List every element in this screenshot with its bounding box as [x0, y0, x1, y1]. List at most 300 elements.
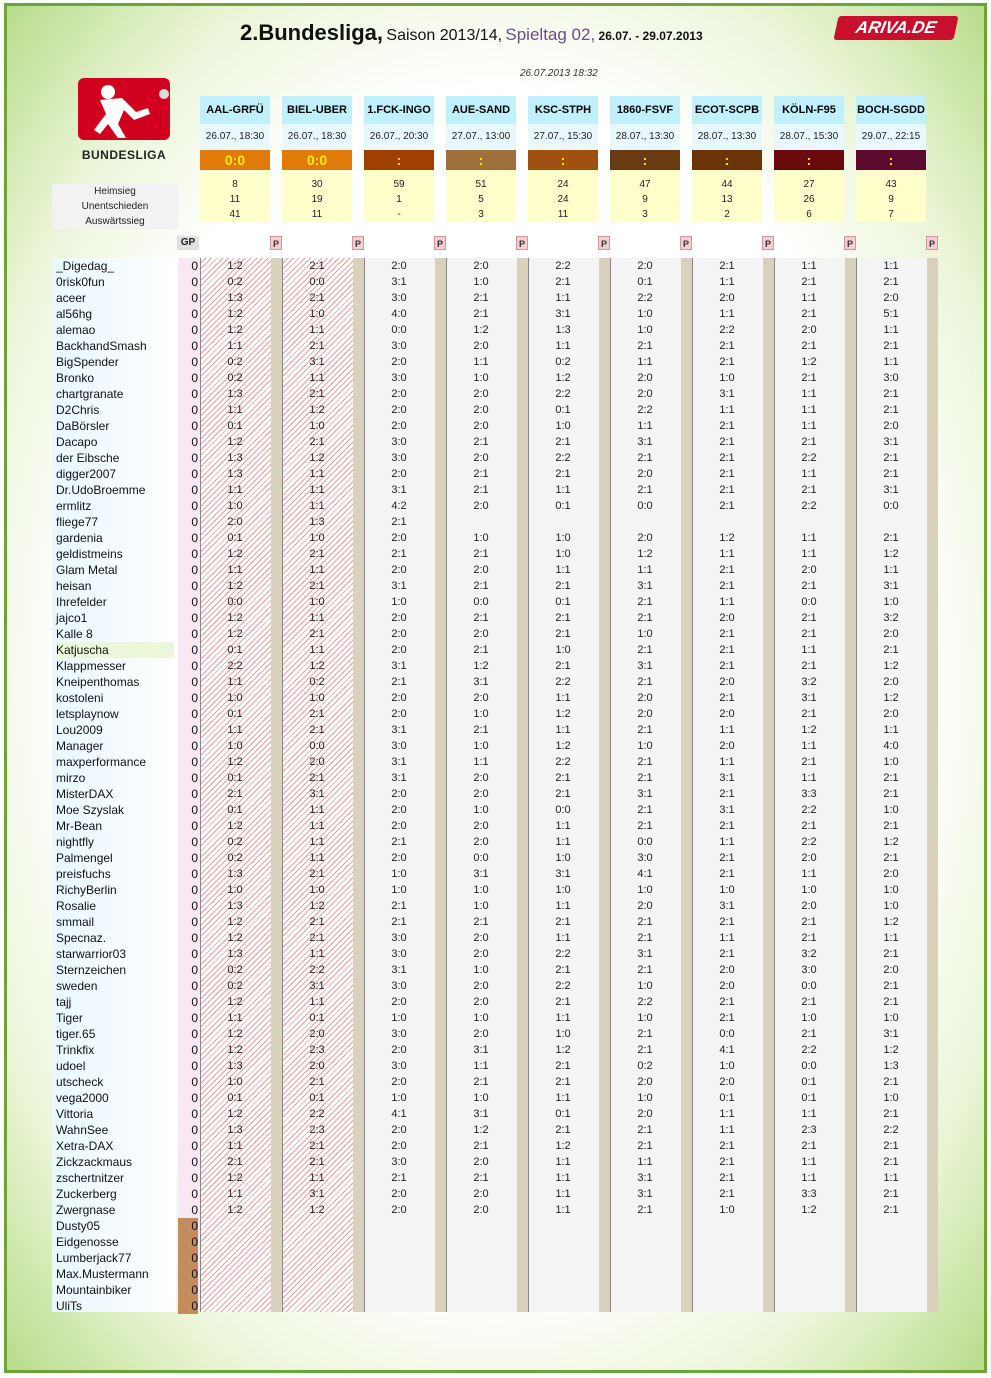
game-header[interactable] — [692, 96, 762, 222]
player-tip: 2:1 — [883, 996, 899, 1008]
player-name[interactable]: utscheck — [56, 1075, 104, 1089]
player-gp: 0 — [191, 707, 198, 721]
player-row[interactable] — [0, 770, 991, 786]
player-gp: 0 — [191, 419, 198, 433]
player-row[interactable] — [0, 866, 991, 882]
player-name[interactable]: der Eibsche — [56, 451, 120, 465]
player-gp: 0 — [191, 1203, 198, 1217]
player-tip: 1:1 — [555, 1204, 571, 1216]
player-tip: 2:1 — [719, 1012, 735, 1024]
player-tip: 2:0 — [801, 564, 817, 576]
player-row[interactable] — [0, 434, 991, 450]
player-tip: 3:0 — [883, 372, 899, 384]
player-tip: 2:0 — [719, 964, 735, 976]
player-tip: 2:1 — [883, 404, 899, 416]
player-name[interactable]: mirzo — [56, 771, 86, 785]
player-name[interactable]: geldistmeins — [56, 547, 123, 561]
points-header: P — [844, 236, 856, 250]
player-tip: 2:3 — [309, 1124, 325, 1136]
player-row[interactable] — [0, 898, 991, 914]
player-row[interactable] — [0, 450, 991, 466]
player-name[interactable]: Xetra-DAX — [56, 1139, 114, 1153]
player-tip: 1:2 — [227, 1172, 243, 1184]
player-tip: 3:1 — [309, 980, 325, 992]
player-name[interactable]: Vittoria — [56, 1107, 94, 1121]
player-tip: 2:1 — [555, 996, 571, 1008]
player-row[interactable] — [0, 850, 991, 866]
player-name[interactable]: Klappmesser — [56, 659, 127, 673]
player-name[interactable]: Lou2009 — [56, 723, 103, 737]
player-row[interactable] — [0, 354, 991, 370]
player-tip: 2:1 — [637, 452, 653, 464]
player-gp: 0 — [191, 947, 198, 961]
player-tip: 2:1 — [801, 580, 817, 592]
player-tip: 2:0 — [473, 836, 489, 848]
player-row[interactable] — [0, 370, 991, 386]
player-tip: 2:1 — [309, 1076, 325, 1088]
player-row[interactable] — [0, 818, 991, 834]
game-header[interactable] — [364, 96, 434, 222]
player-name[interactable]: jajco1 — [56, 611, 88, 625]
player-gp: 0 — [191, 451, 198, 465]
game-header[interactable] — [610, 96, 680, 222]
player-tip: 2:1 — [473, 1076, 489, 1088]
player-tip: 3:2 — [801, 948, 817, 960]
player-row[interactable] — [0, 1218, 991, 1234]
game-code[interactable]: BOCH-SGDD — [856, 96, 926, 124]
player-row[interactable] — [0, 466, 991, 482]
player-name[interactable]: _Digedag_ — [56, 259, 115, 273]
player-tip: 2:1 — [309, 1156, 325, 1168]
player-row[interactable] — [0, 722, 991, 738]
game-header[interactable] — [446, 96, 516, 222]
player-name[interactable]: Zwergnase — [56, 1203, 116, 1217]
player-tip: 2:1 — [309, 932, 325, 944]
player-name[interactable]: ermlitz — [56, 499, 92, 513]
player-name[interactable]: D2Chris — [56, 403, 100, 417]
player-name[interactable]: Max.Mustermann — [56, 1267, 149, 1281]
player-row[interactable] — [0, 674, 991, 690]
player-name[interactable]: Mr-Bean — [56, 819, 103, 833]
points-header: P — [762, 236, 774, 250]
player-name[interactable]: vega2000 — [56, 1091, 109, 1105]
player-name[interactable]: maxperformance — [56, 755, 147, 769]
player-row[interactable] — [0, 738, 991, 754]
stat-value: 59 — [393, 179, 405, 190]
player-tip: 1:2 — [883, 1044, 899, 1056]
player-tip: 2:0 — [801, 852, 817, 864]
player-row[interactable] — [0, 802, 991, 818]
player-tip: 2:1 — [719, 644, 735, 656]
player-row[interactable] — [0, 1074, 991, 1090]
player-tip: 2:1 — [719, 692, 735, 704]
player-tip: 1:0 — [473, 276, 489, 288]
player-tip: 1:3 — [555, 324, 571, 336]
title-league: 2.Bundesliga, — [240, 20, 384, 45]
stat-value: 11 — [229, 194, 241, 205]
game-header[interactable] — [200, 96, 270, 222]
player-tip: 1:3 — [227, 868, 243, 880]
game-score: 0:0 — [200, 150, 270, 170]
player-row[interactable] — [0, 1026, 991, 1042]
player-gp: 0 — [191, 1043, 198, 1057]
player-name[interactable]: Dusty05 — [56, 1219, 101, 1233]
player-row[interactable] — [0, 626, 991, 642]
player-tip: 0:2 — [227, 964, 243, 976]
player-row[interactable] — [0, 642, 991, 658]
player-tip: 1:1 — [555, 932, 571, 944]
player-name[interactable]: BigSpender — [56, 355, 119, 369]
player-tip: 1:2 — [883, 548, 899, 560]
player-tip: 1:0 — [391, 1092, 407, 1104]
player-name[interactable]: Katjuscha — [56, 642, 174, 658]
player-tip: 1:1 — [555, 724, 571, 736]
player-tip: 3:0 — [391, 1028, 407, 1040]
player-tip: 1:1 — [719, 836, 735, 848]
player-tip: 0:1 — [227, 420, 243, 432]
player-tip: 3:1 — [391, 756, 407, 768]
player-row[interactable] — [0, 786, 991, 802]
player-name[interactable]: RichyBerlin — [56, 883, 117, 897]
player-row[interactable] — [0, 418, 991, 434]
player-tip: 2:1 — [719, 468, 735, 480]
game-code[interactable]: 1.FCK-INGO — [364, 96, 434, 124]
player-tip: 2:0 — [473, 1156, 489, 1168]
player-row[interactable] — [0, 514, 991, 530]
player-name[interactable]: Palmengel — [56, 851, 113, 865]
player-tip: 2:0 — [309, 756, 325, 768]
player-row[interactable] — [0, 930, 991, 946]
player-row[interactable] — [0, 962, 991, 978]
player-tip: 2:0 — [473, 500, 489, 512]
player-tip: 2:2 — [227, 660, 243, 672]
player-name[interactable]: smmail — [56, 915, 94, 929]
game-code[interactable]: 1860-FSVF — [610, 96, 680, 124]
player-tip: 1:1 — [227, 676, 243, 688]
player-tip: 2:1 — [637, 820, 653, 832]
player-tip: 2:2 — [637, 404, 653, 416]
player-tip: 1:1 — [309, 612, 325, 624]
player-row[interactable] — [0, 978, 991, 994]
player-row[interactable] — [0, 1186, 991, 1202]
player-tip: 2:0 — [391, 1044, 407, 1056]
player-row[interactable] — [0, 1010, 991, 1026]
game-header[interactable] — [528, 96, 598, 222]
game-code[interactable]: KÖLN-F95 — [774, 96, 844, 124]
player-row[interactable] — [0, 1234, 991, 1250]
player-tip: 1:0 — [555, 532, 571, 544]
player-row[interactable] — [0, 386, 991, 402]
player-tip: 1:1 — [227, 340, 243, 352]
player-row[interactable] — [0, 258, 991, 274]
player-tip: 2:1 — [309, 628, 325, 640]
player-row[interactable] — [0, 706, 991, 722]
ariva-logo[interactable]: ARIVA.DE — [833, 16, 958, 40]
player-row[interactable] — [0, 1122, 991, 1138]
game-code[interactable]: ECOT-SCPB — [692, 96, 762, 124]
player-tip: 0:0 — [719, 1028, 735, 1040]
player-tip: 2:1 — [637, 964, 653, 976]
player-name[interactable]: Zuckerberg — [56, 1187, 117, 1201]
player-tip: 2:1 — [473, 1172, 489, 1184]
player-row[interactable] — [0, 1106, 991, 1122]
player-name[interactable]: Manager — [56, 739, 104, 753]
player-row[interactable] — [0, 1266, 991, 1282]
player-tip: 2:0 — [473, 1204, 489, 1216]
player-tip: 2:1 — [883, 980, 899, 992]
player-row[interactable] — [0, 402, 991, 418]
player-row[interactable] — [0, 274, 991, 290]
player-tip: 1:1 — [555, 340, 571, 352]
player-row[interactable] — [0, 1090, 991, 1106]
player-gp: 0 — [191, 339, 198, 353]
player-name[interactable]: kostoleni — [56, 691, 104, 705]
player-tip: 3:1 — [883, 436, 899, 448]
player-name[interactable]: zschertnitzer — [56, 1171, 125, 1185]
player-row[interactable] — [0, 658, 991, 674]
game-code[interactable]: AAL-GRFÜ — [200, 96, 270, 124]
player-tip: 1:0 — [883, 884, 899, 896]
player-tip: 1:1 — [555, 692, 571, 704]
player-name[interactable]: aceer — [56, 291, 87, 305]
stat-value: 13 — [721, 194, 733, 205]
player-tip: 3:0 — [391, 292, 407, 304]
player-tip: 1:2 — [801, 1204, 817, 1216]
player-row[interactable] — [0, 498, 991, 514]
player-row[interactable] — [0, 1250, 991, 1266]
player-name[interactable]: Glam Metal — [56, 563, 118, 577]
player-row[interactable] — [0, 690, 991, 706]
player-tip: 1:1 — [719, 724, 735, 736]
player-row[interactable] — [0, 1282, 991, 1298]
player-row[interactable] — [0, 946, 991, 962]
logo-text: BUNDESLIGA — [81, 148, 167, 162]
player-name[interactable]: alemao — [56, 323, 96, 337]
player-tip: 4:1 — [637, 868, 653, 880]
game-code[interactable]: BIEL-UBER — [282, 96, 352, 124]
player-tip: 1:1 — [719, 596, 735, 608]
game-stats — [774, 170, 844, 222]
player-tip: 1:0 — [227, 500, 243, 512]
player-row[interactable] — [0, 882, 991, 898]
player-gp: 0 — [191, 867, 198, 881]
player-row[interactable] — [0, 1154, 991, 1170]
player-tip: 2:1 — [309, 340, 325, 352]
player-tip: 2:0 — [391, 692, 407, 704]
player-name[interactable]: digger2007 — [56, 467, 117, 481]
player-name[interactable]: DaBörsler — [56, 419, 110, 433]
player-name[interactable]: fliege77 — [56, 515, 99, 529]
player-name[interactable]: Mountainbiker — [56, 1283, 132, 1297]
player-tip: 1:2 — [227, 308, 243, 320]
player-name[interactable]: Specnaz. — [56, 931, 107, 945]
player-name[interactable]: udoel — [56, 1059, 86, 1073]
player-name[interactable]: Sternzeichen — [56, 963, 127, 977]
player-row[interactable] — [0, 482, 991, 498]
player-gp: 0 — [191, 259, 198, 273]
player-gp: 0 — [191, 627, 198, 641]
player-tip: 2:0 — [719, 980, 735, 992]
player-row[interactable] — [0, 610, 991, 626]
player-row[interactable] — [0, 1138, 991, 1154]
player-name[interactable]: heisan — [56, 579, 92, 593]
player-tip: 3:0 — [391, 436, 407, 448]
player-tip: 3:1 — [637, 1188, 653, 1200]
player-tip: 1:2 — [227, 996, 243, 1008]
player-row[interactable] — [0, 546, 991, 562]
player-row[interactable] — [0, 594, 991, 610]
player-tip: 2:0 — [883, 708, 899, 720]
player-tip: 1:0 — [227, 884, 243, 896]
points-header: P — [598, 236, 610, 250]
player-row[interactable] — [0, 322, 991, 338]
player-tip: 2:2 — [555, 756, 571, 768]
player-name[interactable]: gardenia — [56, 531, 103, 545]
player-name[interactable]: MisterDAX — [56, 787, 114, 801]
player-tip: 1:0 — [473, 740, 489, 752]
player-name[interactable]: Eidgenosse — [56, 1235, 119, 1249]
player-tip: 2:0 — [391, 1124, 407, 1136]
player-name[interactable]: Dr.UdoBroemme — [56, 483, 146, 497]
player-name[interactable]: WahnSee — [56, 1123, 109, 1137]
player-tip: 2:1 — [473, 612, 489, 624]
player-tip: 2:1 — [473, 644, 489, 656]
player-tip: 3:1 — [555, 308, 571, 320]
player-row[interactable] — [0, 306, 991, 322]
player-tip: 1:2 — [473, 324, 489, 336]
player-tip: 2:1 — [473, 436, 489, 448]
stat-value: 30 — [311, 179, 323, 190]
player-tip: 1:1 — [309, 820, 325, 832]
game-date: 26.07., 20:30 — [364, 124, 434, 150]
player-tip: 1:0 — [473, 884, 489, 896]
player-tip: 2:1 — [309, 580, 325, 592]
player-name[interactable]: BackhandSmash — [56, 339, 147, 353]
player-tip: 3:1 — [637, 436, 653, 448]
player-tip: 1:1 — [555, 900, 571, 912]
player-gp: 0 — [191, 899, 198, 913]
player-tip: 2:1 — [719, 868, 735, 880]
player-name[interactable]: Moe Szyslak — [56, 803, 125, 817]
player-tip: 2:1 — [801, 820, 817, 832]
player-tip: 1:1 — [801, 772, 817, 784]
player-tip: 2:0 — [719, 612, 735, 624]
player-gp: 0 — [191, 1107, 198, 1121]
player-tip: 1:0 — [637, 740, 653, 752]
player-name[interactable]: Rosalie — [56, 899, 97, 913]
player-tip: 3:0 — [391, 948, 407, 960]
player-row[interactable] — [0, 1058, 991, 1074]
player-row[interactable] — [0, 834, 991, 850]
player-tip: 2:1 — [637, 772, 653, 784]
player-name[interactable]: Trinkfix — [56, 1043, 95, 1057]
player-name[interactable]: Zickzackmaus — [56, 1155, 133, 1169]
player-row[interactable] — [0, 914, 991, 930]
player-gp: 0 — [191, 371, 198, 385]
player-name[interactable]: Lumberjack77 — [56, 1251, 132, 1265]
player-row[interactable] — [0, 1298, 991, 1314]
player-tip: 2:1 — [801, 372, 817, 384]
player-tip: 2:1 — [883, 340, 899, 352]
player-name[interactable]: 0risk0fun — [56, 275, 105, 289]
player-gp: 0 — [191, 611, 198, 625]
game-stats — [610, 170, 680, 222]
player-tip: 2:1 — [719, 916, 735, 928]
player-name[interactable]: Kalle 8 — [56, 627, 93, 641]
player-name[interactable]: letsplaynow — [56, 707, 119, 721]
player-tip: 2:0 — [391, 388, 407, 400]
player-tip: 2:0 — [391, 468, 407, 480]
stat-value: 1 — [396, 194, 402, 205]
player-row[interactable] — [0, 754, 991, 770]
player-tip: 1:2 — [227, 580, 243, 592]
player-name[interactable]: Dacapo — [56, 435, 98, 449]
player-tip: 2:0 — [391, 260, 407, 272]
player-row[interactable] — [0, 338, 991, 354]
game-code[interactable]: KSC-STPH — [528, 96, 598, 124]
player-name[interactable]: chartgranate — [56, 387, 124, 401]
game-header[interactable] — [282, 96, 352, 222]
player-tip: 1:0 — [309, 308, 325, 320]
player-name[interactable]: sweden — [56, 979, 98, 993]
player-name[interactable]: al56hg — [56, 307, 93, 321]
player-name[interactable]: nightfly — [56, 835, 95, 849]
player-row[interactable] — [0, 290, 991, 306]
player-name[interactable]: tajj — [56, 995, 72, 1009]
player-name[interactable]: Bronko — [56, 371, 95, 385]
stat-value: 51 — [475, 179, 487, 190]
player-row[interactable] — [0, 1170, 991, 1186]
player-name[interactable]: starwarrior03 — [56, 947, 127, 961]
player-tip: 2:1 — [473, 484, 489, 496]
game-stats — [692, 170, 762, 222]
player-tip: 3:0 — [391, 1060, 407, 1072]
player-row[interactable] — [0, 1042, 991, 1058]
player-row[interactable] — [0, 578, 991, 594]
player-tip: 1:2 — [227, 324, 243, 336]
game-code[interactable]: AUE-SAND — [446, 96, 516, 124]
game-header[interactable] — [856, 96, 926, 222]
player-tip: 1:1 — [555, 1188, 571, 1200]
player-row[interactable] — [0, 530, 991, 546]
player-tip: 1:1 — [309, 564, 325, 576]
player-tip: 1:1 — [227, 404, 243, 416]
player-tip: 2:0 — [473, 388, 489, 400]
player-name[interactable]: Ihrefelder — [56, 595, 107, 609]
player-row[interactable] — [0, 562, 991, 578]
player-tip: 2:1 — [719, 564, 735, 576]
player-name[interactable]: UliTs — [56, 1299, 82, 1313]
stat-value: 9 — [642, 194, 648, 205]
game-stats — [282, 170, 352, 222]
player-tip: 2:1 — [555, 468, 571, 480]
player-name[interactable]: Tiger — [56, 1011, 83, 1025]
player-tip: 1:0 — [637, 884, 653, 896]
player-name[interactable]: tiger.65 — [56, 1027, 96, 1041]
player-row[interactable] — [0, 1202, 991, 1218]
player-name[interactable]: Kneipenthomas — [56, 675, 140, 689]
player-tip: 1:1 — [309, 372, 325, 384]
game-header[interactable] — [774, 96, 844, 222]
player-tip: 1:0 — [883, 596, 899, 608]
player-tip: 2:1 — [555, 772, 571, 784]
player-tip: 1:0 — [637, 308, 653, 320]
player-row[interactable] — [0, 994, 991, 1010]
game-date: 27.07., 13:00 — [446, 124, 516, 150]
player-tip: 3:1 — [883, 1028, 899, 1040]
player-name[interactable]: preisfuchs — [56, 867, 111, 881]
stat-label: Heimsieg — [52, 184, 178, 199]
